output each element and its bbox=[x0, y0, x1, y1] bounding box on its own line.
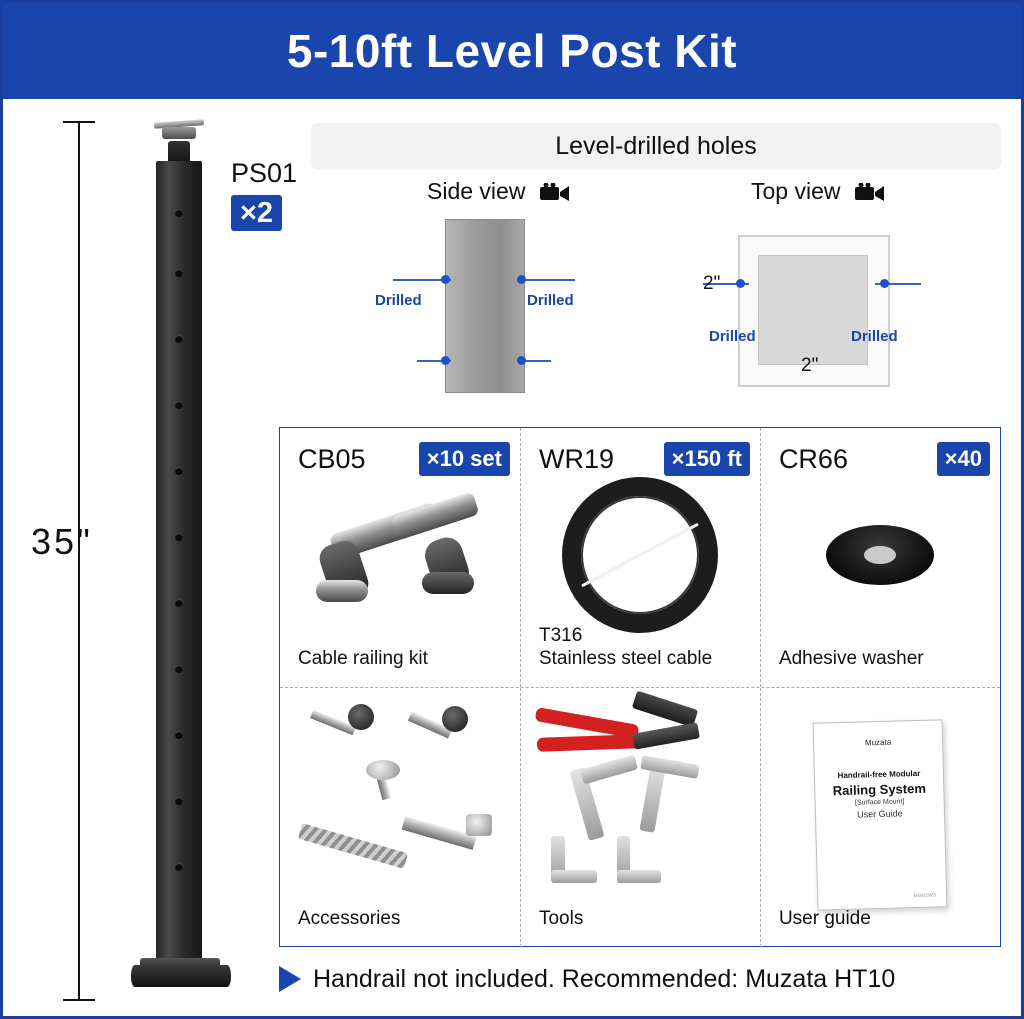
post-hole bbox=[175, 797, 183, 805]
part-header bbox=[539, 442, 750, 476]
part-caption-line1: T316 bbox=[538, 624, 583, 646]
part-caption bbox=[539, 624, 712, 672]
part-cell-accessories bbox=[280, 688, 520, 947]
post-illustration-area bbox=[23, 103, 278, 1008]
post-hole bbox=[175, 335, 183, 343]
top-view-label-wrap bbox=[751, 178, 885, 209]
parts-row bbox=[280, 687, 1000, 947]
drill-panel-title: Level-drilled holes bbox=[311, 123, 1001, 169]
page-title: 5-10ft Level Post Kit bbox=[286, 25, 738, 77]
dimension-cap-bottom bbox=[63, 999, 95, 1001]
cable-railing-kit-icon bbox=[280, 480, 520, 629]
side-view-label-wrap bbox=[427, 178, 570, 209]
side-drill-dot bbox=[441, 356, 450, 365]
page-header bbox=[3, 3, 1021, 99]
steel-cable-coil-icon bbox=[521, 480, 760, 629]
part-qty-badge: ×10 set bbox=[419, 442, 510, 476]
part-caption: Tools bbox=[538, 908, 584, 930]
post-body bbox=[156, 161, 202, 969]
part-qty-badge: ×40 bbox=[937, 442, 990, 476]
guide-line1: Handrail-free Modular bbox=[837, 768, 921, 780]
post-hole bbox=[175, 209, 183, 217]
top-view-dimension-bottom: 2" bbox=[801, 355, 819, 376]
part-caption-line2: Stainless steel cable bbox=[538, 648, 713, 670]
post-hole bbox=[175, 863, 183, 871]
post-base-plate bbox=[131, 965, 231, 987]
cutter-and-wrenches-icon bbox=[521, 694, 760, 889]
screws-and-bolts-icon bbox=[280, 698, 520, 889]
guide-line4: User Guide bbox=[857, 807, 904, 820]
part-header bbox=[779, 442, 990, 476]
side-drill-dot bbox=[441, 275, 450, 284]
ps01-qty-badge: ×2 bbox=[231, 195, 282, 231]
drilled-label: Drilled bbox=[709, 328, 756, 345]
footer-note-text: Handrail not included. Recommended: Muzata HT10 bbox=[313, 964, 896, 993]
part-cell-cb05 bbox=[280, 428, 520, 687]
guide-line3: [Surface Mount] bbox=[855, 797, 905, 807]
part-cell-wr19 bbox=[520, 428, 760, 687]
part-caption: User guide bbox=[778, 908, 871, 930]
ps01-code: PS01 bbox=[231, 158, 298, 188]
footer-note bbox=[279, 958, 1009, 1000]
part-caption: Adhesive washer bbox=[778, 648, 924, 670]
side-drill-dot bbox=[517, 275, 526, 284]
top-drill-dot bbox=[736, 279, 745, 288]
post-hole bbox=[175, 467, 183, 475]
post-graphic bbox=[128, 113, 248, 1003]
post-hole bbox=[175, 665, 183, 673]
top-view-label: Top view bbox=[751, 178, 841, 204]
post-hole bbox=[175, 599, 183, 607]
top-view-dimension-left: 2" bbox=[703, 273, 721, 294]
part-cell-user-guide bbox=[760, 688, 1000, 947]
video-camera-icon bbox=[540, 182, 570, 209]
ps01-part-block bbox=[231, 158, 321, 231]
post-hole bbox=[175, 401, 183, 409]
part-code: WR19 bbox=[538, 443, 614, 474]
side-view-post bbox=[445, 219, 525, 393]
part-header bbox=[298, 442, 510, 476]
post-height-label: 35" bbox=[31, 521, 93, 562]
top-view-inner bbox=[758, 255, 868, 365]
guide-footer-code: MSM2WS bbox=[914, 892, 937, 899]
adhesive-washer-icon bbox=[761, 480, 1000, 629]
part-code: CB05 bbox=[298, 443, 366, 474]
drilled-label: Drilled bbox=[375, 292, 422, 309]
parts-row bbox=[280, 428, 1000, 687]
side-view-label: Side view bbox=[427, 178, 526, 204]
part-cell-cr66 bbox=[760, 428, 1000, 687]
post-hole bbox=[175, 269, 183, 277]
part-qty-badge: ×150 ft bbox=[664, 442, 750, 476]
guide-brand: Muzata bbox=[865, 737, 892, 747]
part-cell-tools bbox=[520, 688, 760, 947]
side-drill-dot bbox=[517, 356, 526, 365]
post-hole bbox=[175, 731, 183, 739]
top-drill-dot bbox=[880, 279, 889, 288]
guide-line2: Railing System bbox=[832, 780, 927, 798]
triangle-marker-icon bbox=[279, 966, 301, 992]
drilled-label: Drilled bbox=[527, 292, 574, 309]
part-caption: Cable railing kit bbox=[298, 648, 428, 670]
video-camera-icon bbox=[855, 182, 885, 209]
part-caption: Accessories bbox=[298, 908, 401, 930]
parts-grid bbox=[279, 427, 1001, 947]
post-hole bbox=[175, 533, 183, 541]
user-guide-booklet-icon bbox=[761, 737, 1000, 899]
drilled-label: Drilled bbox=[851, 328, 898, 345]
post-top-clamp bbox=[162, 127, 196, 139]
part-code: CR66 bbox=[778, 443, 848, 474]
